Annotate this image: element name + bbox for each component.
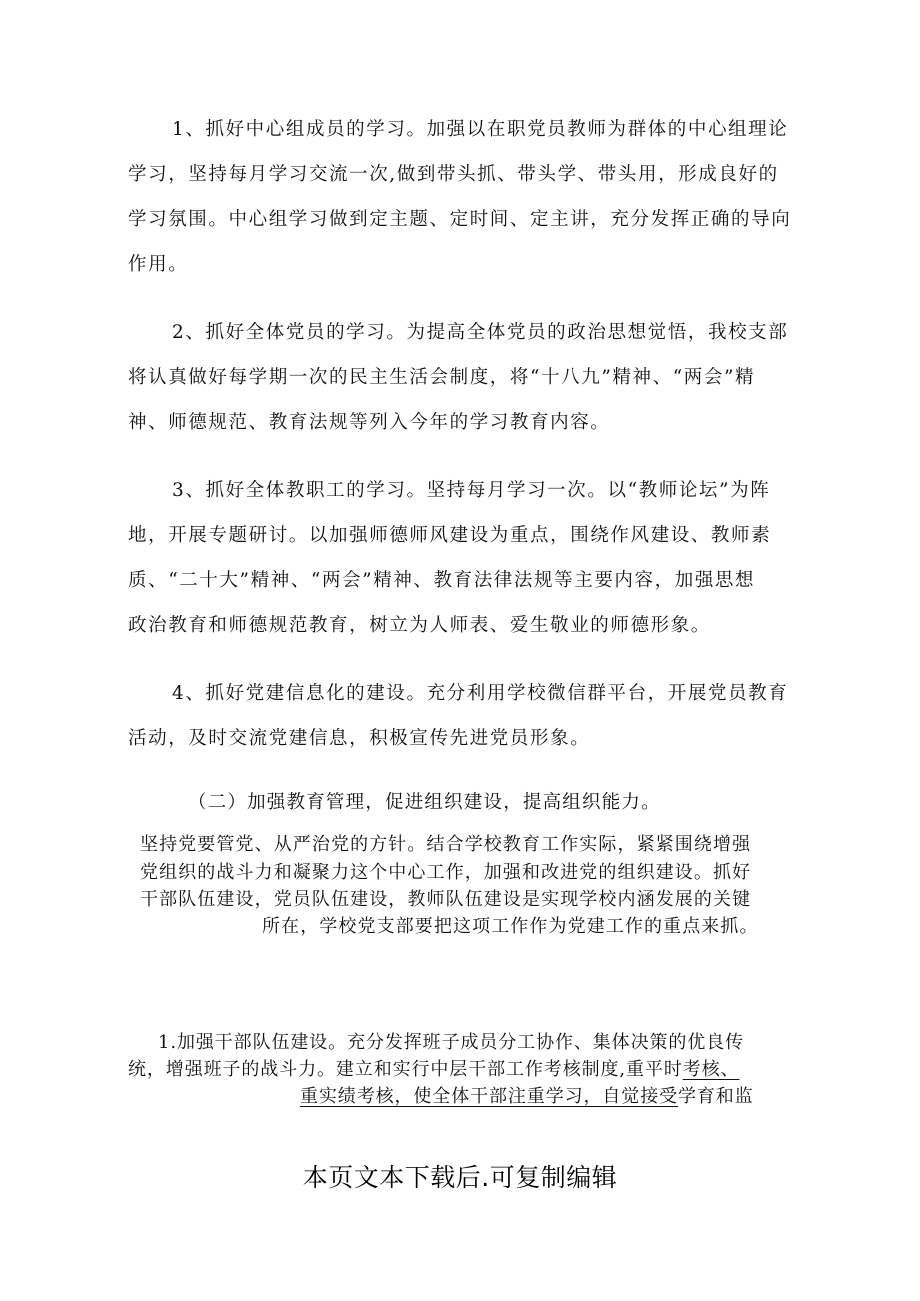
download-notice: 本页文本下载后.可复制编辑 [302,1163,618,1192]
section3-line4: 政治教育和师德规范教育，树立为人师表、爱生敬业的师德形象。 [128,615,711,636]
section3-line2: 地，开展专题研讨。以加强师德师风建设为重点，围绕作风建设、教师素 [128,525,772,546]
paragraph3-line3-text: 学育和监 [678,1086,754,1107]
section2-line2: 将认真做好每学期一次的民主生活会制度，将“十八九”精神、“两会”精 [128,367,756,388]
section2-line1: 2、抓好全体党员的学习。为提高全体党员的政治思想觉悟，我校支部 [172,322,789,343]
section4-line2: 活动，及时交流党建信息，积极宣传先进党员形象。 [128,728,591,749]
paragraph3-line2-text: 统，增强班子的战斗力。建立和实行中层干部工作考核制度,重平时 [128,1059,683,1080]
paragraph2-line1: 坚持党要管党、从严治党的方针。结合学校教育工作实际，紧紧围绕增强 [140,834,752,855]
paragraph3-line3 [300,1082,754,1108]
paragraph2-line3: 干部队伍建设，党员队伍建设，教师队伍建设是实现学校内涵发展的关键 [140,889,752,910]
section4-line1: 4、抓好党建信息化的建设。充分利用学校微信群平台，开展党员教育 [172,683,789,704]
section1-line4: 作用。 [128,254,189,275]
paragraph3-line3-underlined: 重实绩考核，使全体干部注重学习，自觉接受 [300,1086,678,1107]
section3-line3: 质、“二十大”精神、“两会”精神、教育法律法规等主要内容，加强思想 [128,570,756,591]
section3-line1: 3、抓好全体教职工的学习。坚持每月学习一次。以“教师论坛”为阵 [172,480,771,501]
paragraph3-line2-underlined: 考核、 [682,1059,740,1080]
paragraph3-line1: 1.加强干部队伍建设。充分发挥班子成员分工协作、集体决策的优良传 [158,1032,744,1053]
paragraph3-line2 [128,1055,739,1081]
subheading: （二）加强教育管理，促进组织建设，提高组织能力。 [188,792,661,813]
paragraph2-line4: 所在，学校党支部要把这项工作作为党建工作的重点来抓。 [262,916,759,937]
section1-line3: 学习氛围。中心组学习做到定主题、定时间、定主讲，充分发挥正确的导向 [128,209,792,230]
section1-line2: 学习，坚持每月学习交流一次,做到带头抓、带头学、带头用，形成良好的 [128,164,779,185]
section2-line3: 神、师德规范、教育法规等列入今年的学习教育内容。 [128,412,611,433]
section1-line1: 1、抓好中心组成员的学习。加强以在职党员教师为群体的中心组理论 [172,119,789,140]
paragraph2-line2: 党组织的战斗力和凝聚力这个中心工作，加强和改进党的组织建设。抓好 [140,862,752,883]
